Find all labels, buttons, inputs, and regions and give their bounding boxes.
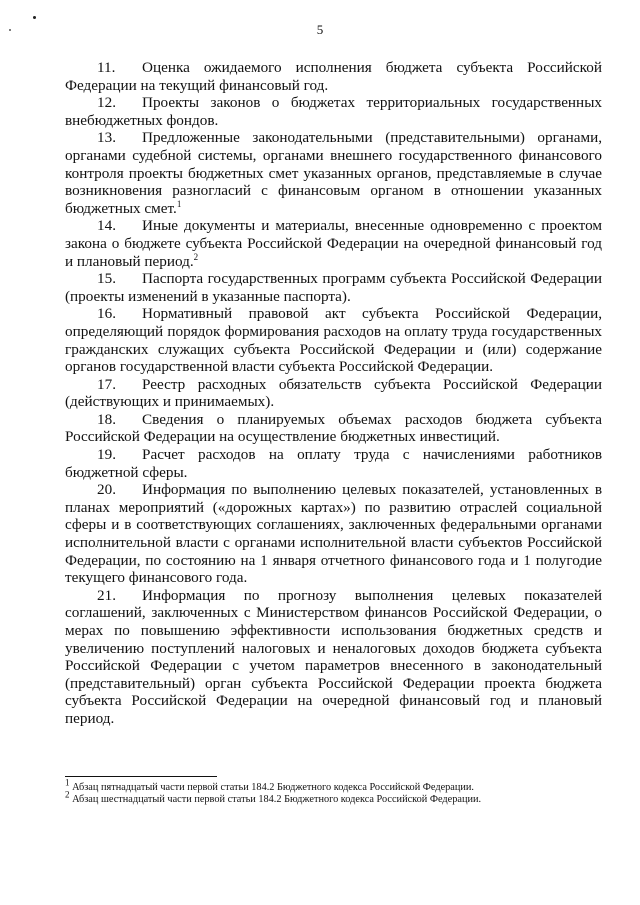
footnote-mark: 2 xyxy=(65,789,70,800)
footnote-text: Абзац пятнадцатый части первой статьи 184.2 Бюджетного кодекса Российской Федерации. xyxy=(72,782,474,793)
item-number: 21. xyxy=(97,586,116,604)
footnote-ref: 1 xyxy=(176,198,182,209)
item-number: 17. xyxy=(97,375,116,393)
list-item xyxy=(65,129,602,217)
footnotes xyxy=(65,777,602,806)
document-body xyxy=(65,59,602,728)
item-number: 15. xyxy=(97,270,116,288)
footnote xyxy=(65,789,602,806)
item-text: Паспорта государственных программ субъекта Российской Федерации (проекты изменений в указанные паспорта). xyxy=(65,270,602,305)
item-text: Сведения о планируемых объемах расходов бюджета субъекта Российской Федерации на осуществление бюджетных инвестиций. xyxy=(65,410,602,446)
item-text: Нормативный правовой акт субъекта Российской Федерации, определяющий порядок формирования расходов на оплату труда государственных гражданских служащих субъекта Российской Федерации и (или) содержание органов государственной власти субъекта Российской Федерации. xyxy=(65,305,602,376)
item-number: 14. xyxy=(97,217,116,235)
footnote-mark: 1 xyxy=(65,777,70,788)
list-item xyxy=(65,305,602,375)
footnote xyxy=(65,777,602,794)
scan-speck xyxy=(33,16,36,19)
item-text: Проекты законов о бюджетах территориальных государственных внебюджетных фондов. xyxy=(65,94,602,129)
item-text: Оценка ожидаемого исполнения бюджета субъекта Российской Федерации на текущий финансовый год. xyxy=(65,59,602,94)
item-number: 12. xyxy=(97,94,116,112)
list-item xyxy=(65,446,602,481)
list-item xyxy=(65,94,602,129)
page-number: 5 xyxy=(316,22,324,37)
list-item xyxy=(65,411,602,446)
list-item xyxy=(65,376,602,411)
item-number: 19. xyxy=(97,446,116,464)
item-text: Реестр расходных обязательств субъекта Российской Федерации (действующих и принимаемых). xyxy=(65,375,602,411)
footnote-text: Абзац шестнадцатый части первой статьи 184.2 Бюджетного кодекса Российской Федерации. xyxy=(72,794,482,805)
item-number: 16. xyxy=(97,305,116,323)
item-text: Информация по прогнозу выполнения целевых показателей соглашений, заключенных с Министерством финансов Российской Федерации, о мерах по повышению эффективности использования бюджетных средств и увеличению поступлений налоговых и неналоговых доходов бюджета субъекта Российской Федерации с учетом параметров внесенного в законодательный (представительный) орган субъекта Российской Федерации проекта бюджета субъекта Российской Федерации на очередной финансовый год и плановый период. xyxy=(65,586,602,727)
item-number: 20. xyxy=(97,481,116,499)
item-number: 18. xyxy=(97,410,116,428)
item-number: 11. xyxy=(97,59,116,76)
list-item xyxy=(65,217,602,270)
footnote-ref: 2 xyxy=(193,251,199,262)
list-item xyxy=(65,59,602,94)
item-text: Предложенные законодательными (представительными) органами, органами судебной системы, органами внешнего государственного финансового контроля проекты бюджетных смет указанных органов, представляемые в случае возникновения разногласий с финансовым органом в отношении указанных бюджетных смет. xyxy=(65,129,602,217)
item-number: 13. xyxy=(97,129,116,147)
list-item xyxy=(65,587,602,728)
list-item xyxy=(65,270,602,305)
list-item xyxy=(65,481,602,587)
item-text: Информация по выполнению целевых показателей, установленных в планах мероприятий («дорожных картах») по развитию отраслей социальной сферы и в соответствующих соглашениях, заключенных федеральными органами исполнительной власти с органами исполнительной власти субъектов Российской Федерации, по состоянию на 1 января отчетного финансового года и 1 полугодие текущего финансового года. xyxy=(65,481,602,587)
item-text: Иные документы и материалы, внесенные одновременно с проектом закона о бюджете субъекта Российской Федерации на очередной финансовый год и плановый период. xyxy=(65,217,602,270)
item-text: Расчет расходов на оплату труда с начислениями работников бюджетной сферы. xyxy=(65,446,602,481)
footnote-divider xyxy=(65,776,217,777)
